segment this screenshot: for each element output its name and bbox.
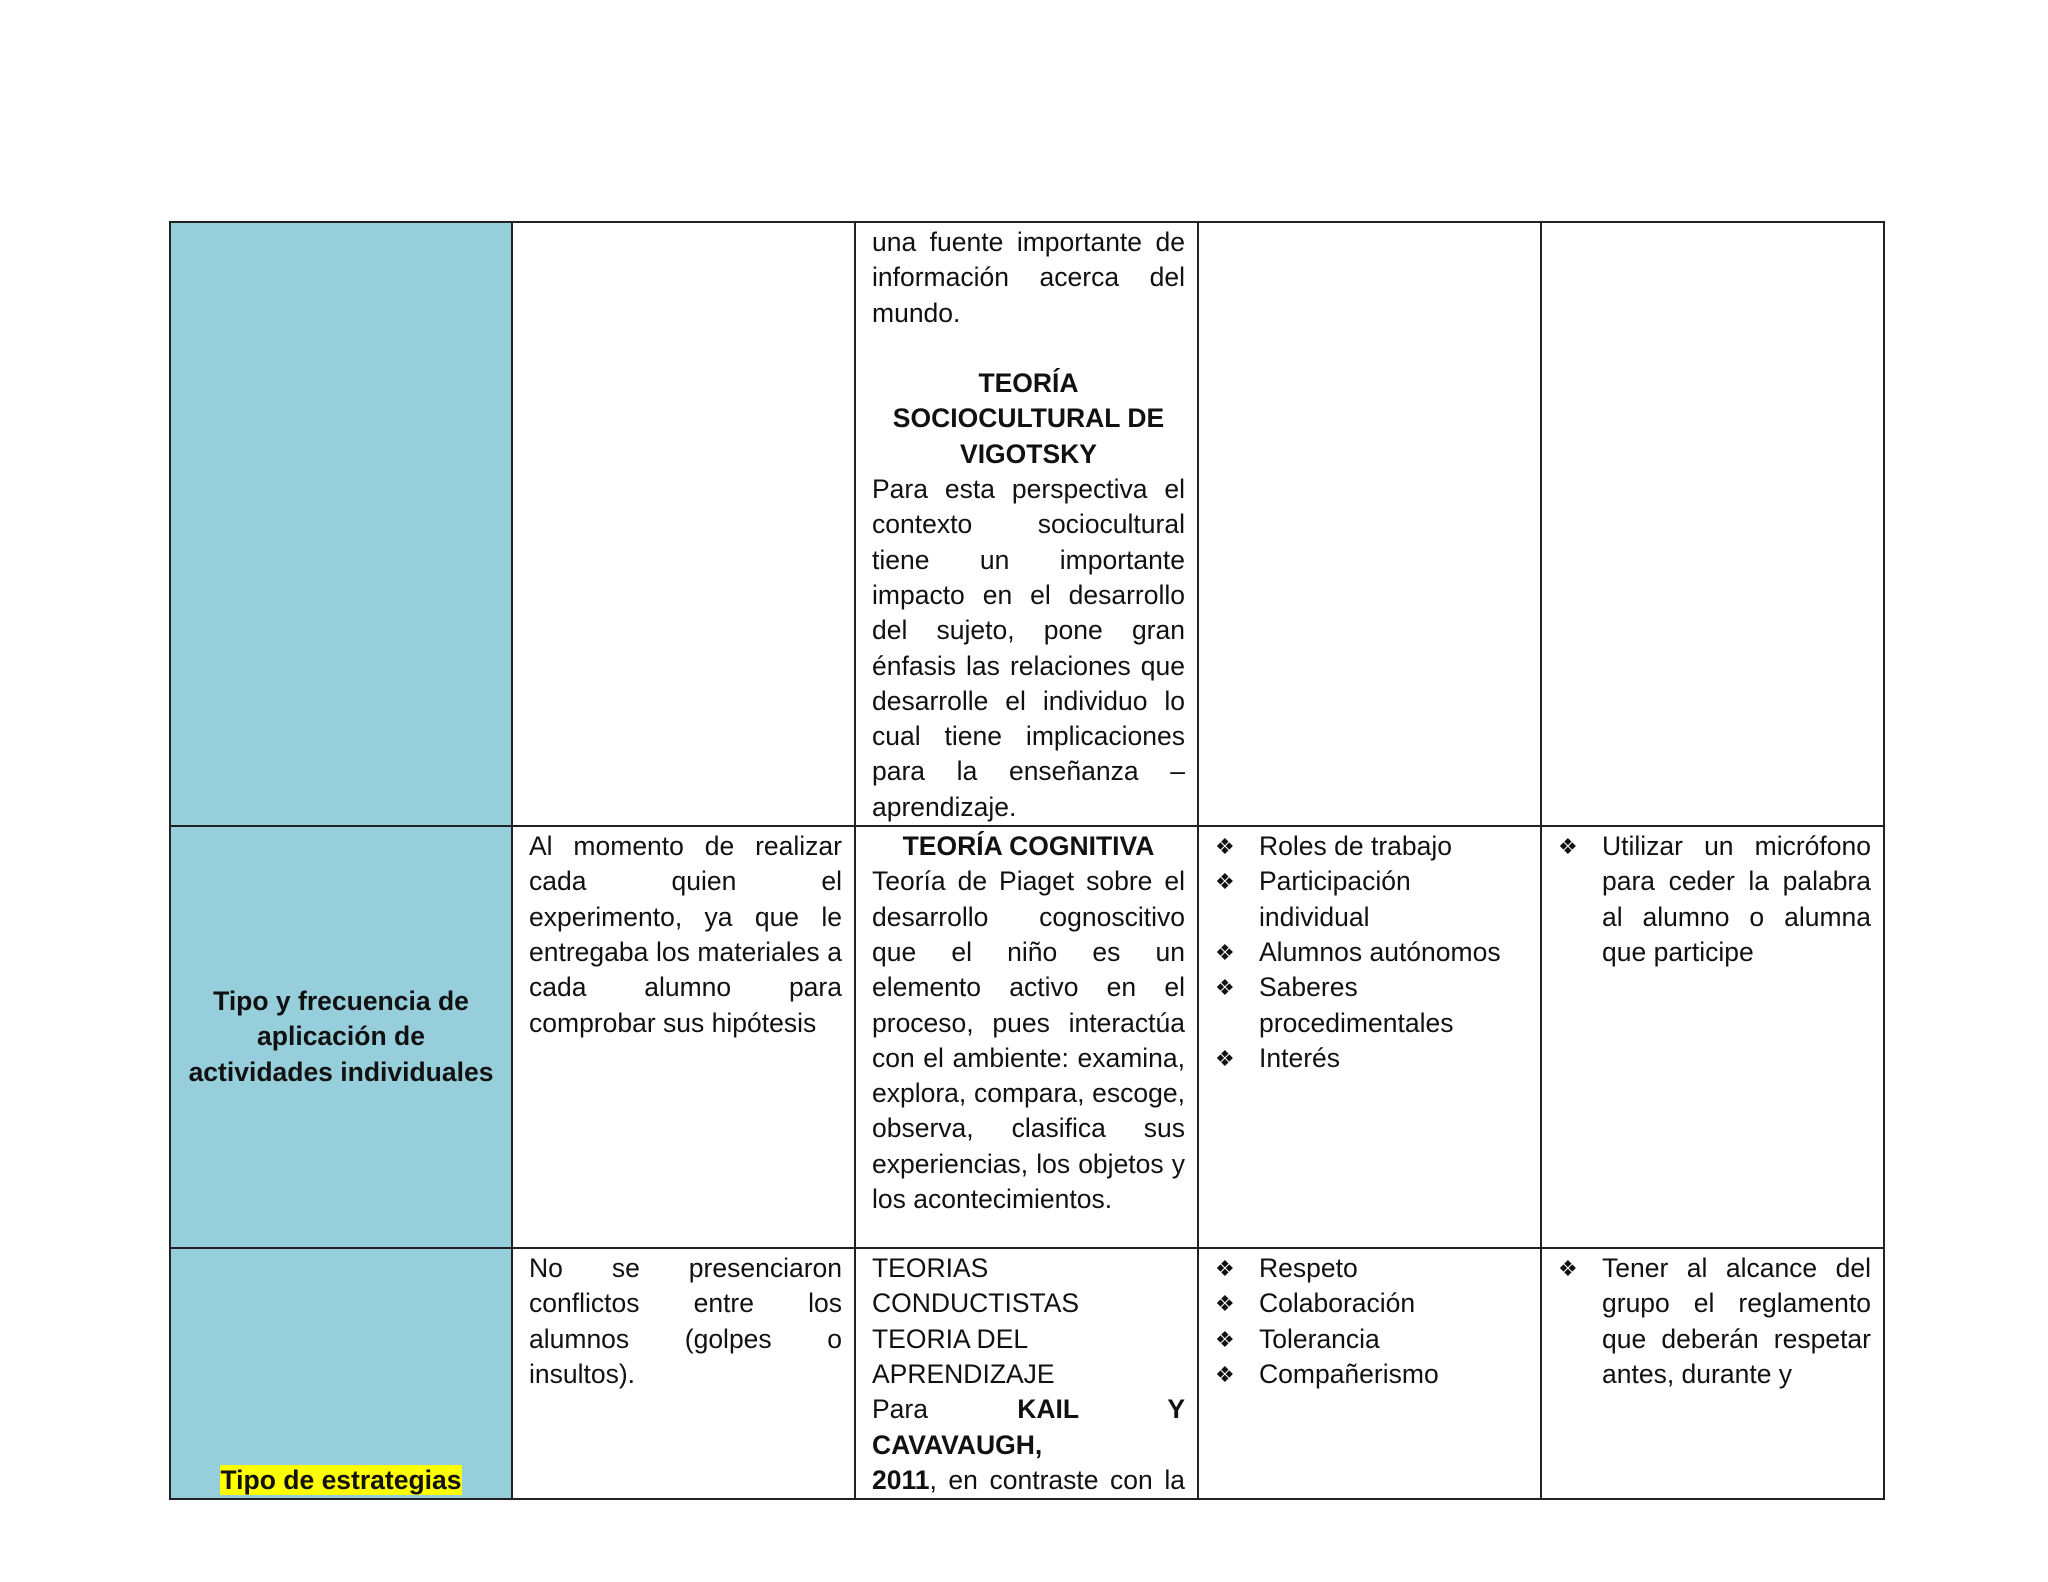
indicator-list <box>1215 829 1528 1076</box>
row-label-text: Tipo y frecuencia de aplicación de actividades individuales <box>188 986 494 1087</box>
theory-body-text: Para KAIL Y CAVAVAUGH, <box>872 1394 1185 1460</box>
diamond-bullet-icon: ❖ <box>1558 1256 1578 1282</box>
proposal-list <box>1558 1251 1871 1392</box>
theory-cell <box>855 222 1198 826</box>
list-item: ❖ Participación individual <box>1215 866 1411 932</box>
diamond-bullet-icon: ❖ <box>1215 939 1235 965</box>
list-item: ❖ Tener al alcance del grupo el reglamento que deberán respetar antes, durante y <box>1558 1253 1871 1389</box>
diamond-bullet-icon: ❖ <box>1215 975 1235 1001</box>
observation-cell <box>512 222 855 826</box>
diamond-bullet-icon: ❖ <box>1215 1045 1235 1071</box>
diamond-bullet-icon: ❖ <box>1215 834 1235 860</box>
diamond-bullet-icon: ❖ <box>1215 1256 1235 1282</box>
proposal-cell <box>1541 826 1884 1248</box>
diamond-bullet-icon: ❖ <box>1215 1291 1235 1317</box>
diamond-bullet-icon: ❖ <box>1215 1361 1235 1387</box>
theory-cell <box>855 1248 1198 1499</box>
list-item: ❖ Colaboración <box>1215 1286 1528 1321</box>
theory-line: TEORIA DEL APRENDIZAJE <box>872 1323 1055 1389</box>
indicators-cell <box>1198 222 1541 826</box>
list-item: ❖ Tolerancia <box>1215 1322 1528 1357</box>
list-item: ❖ Compañerismo <box>1215 1357 1528 1392</box>
proposal-cell <box>1541 1248 1884 1499</box>
indicators-cell <box>1198 1248 1541 1499</box>
row-label <box>170 1248 512 1499</box>
row-label <box>170 826 512 1248</box>
list-item: ❖ Respeto <box>1215 1251 1528 1286</box>
indicator-list <box>1215 1251 1528 1392</box>
diamond-bullet-icon: ❖ <box>1215 1326 1235 1352</box>
list-item: ❖ Saberes procedimentales <box>1215 972 1454 1038</box>
observation-cell <box>512 826 855 1248</box>
observation-text: Al momento de realizar cada quien el experimento, ya que le entregaba los materiales a cada alumno para comprobar sus hipótesis <box>529 831 842 1038</box>
comparison-table <box>169 221 1885 1500</box>
observation-text: No se presenciaron conflictos entre los alumnos (golpes o insultos). <box>529 1253 842 1389</box>
theory-heading: TEORÍA COGNITIVA <box>902 831 1155 862</box>
table-row <box>170 826 1884 1248</box>
theory-body-text: 2011, en contraste con la <box>872 1464 1185 1495</box>
list-item: ❖ Alumnos autónomos <box>1215 935 1528 970</box>
diamond-bullet-icon: ❖ <box>1558 834 1578 860</box>
table-row <box>170 1248 1884 1499</box>
row-label-text: Tipo de estrategias <box>220 1464 462 1495</box>
observation-cell <box>512 1248 855 1499</box>
theory-intro-text: una fuente importante de información acerca del mundo. <box>872 227 1185 328</box>
diamond-bullet-icon: ❖ <box>1215 869 1235 895</box>
row-label-cell-empty <box>170 222 512 826</box>
theory-cell <box>855 826 1198 1248</box>
theory-line: TEORIAS CONDUCTISTAS <box>872 1253 1080 1319</box>
table-row <box>170 222 1884 826</box>
list-item: ❖ Utilizar un micrófono para ceder la palabra al alumno o alumna que participe <box>1558 831 1871 967</box>
list-item: ❖ Roles de trabajo <box>1215 829 1528 864</box>
proposal-list <box>1558 829 1871 970</box>
indicators-cell <box>1198 826 1541 1248</box>
list-item: ❖ Interés <box>1215 1041 1528 1076</box>
proposal-cell <box>1541 222 1884 826</box>
theory-body-text: Teoría de Piaget sobre el desarrollo cognoscitivo que el niño es un elemento activo en el proceso, pues interactúa con el ambiente: examina, explora, compara, escoge, observa, clasifica sus experiencias, los objetos y los acontecimientos. <box>872 866 1185 1215</box>
theory-heading: TEORÍA SOCIOCULTURAL DE VIGOTSKY <box>892 368 1165 469</box>
theory-body-text: Para esta perspectiva el contexto sociocultural tiene un importante impacto en el desarrollo del sujeto, pone gran énfasis las relaciones que desarrolle el individuo lo cual tiene implicaciones para la enseñanza – aprendizaje. <box>872 474 1185 822</box>
